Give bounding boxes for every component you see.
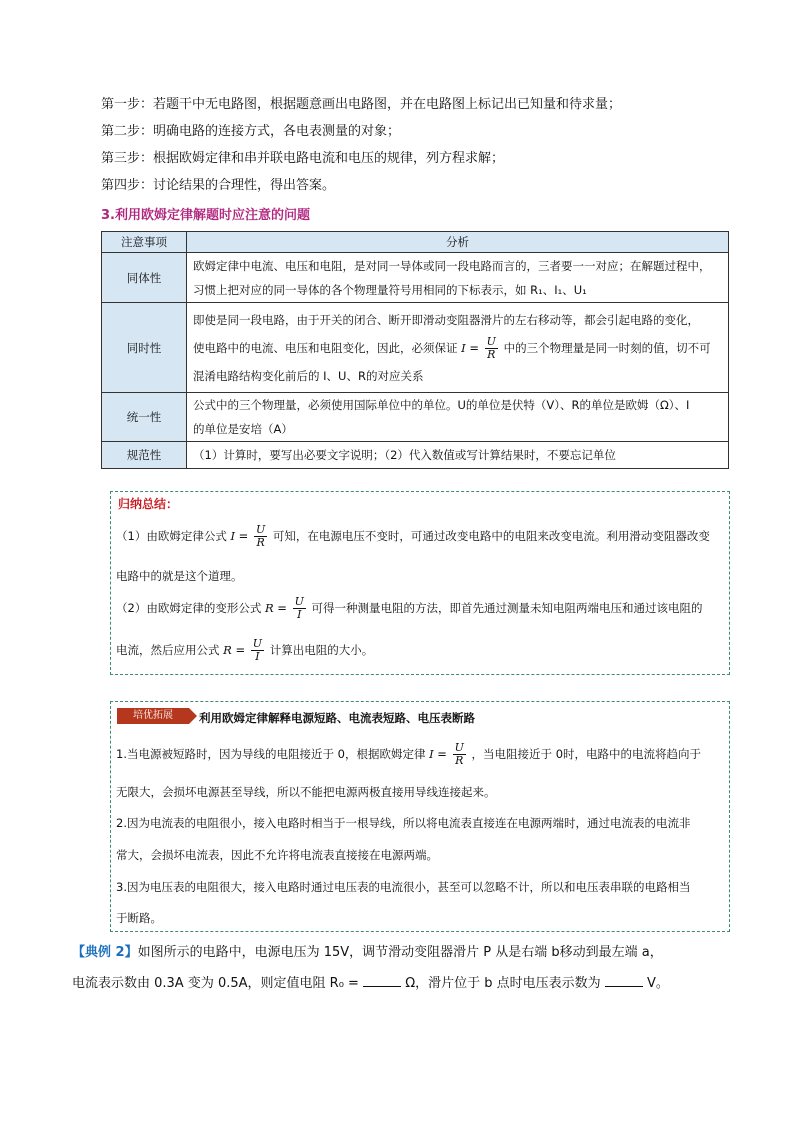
- row-value: [187, 442, 729, 469]
- extension-line: 2.因为电流表的电阻很小，接入电路时相当于一根导线，所以将电流表直接连在电源两端时，通过电流表的电流非: [116, 816, 691, 830]
- extension-line: 常大，会损坏电流表，因此不允许将电流表直接接在电源两端。: [116, 848, 438, 862]
- row-line: （1）计算时，要写出必要文字说明；（2）代入数值或写计算结果时，不要忘记单位: [193, 448, 616, 462]
- summary-text: （2）由欧姆定律的变形公式: [116, 601, 262, 615]
- step-1: 第一步：若题干中无电路图，根据题意画出电路图，并在电路图上标记出已知量和待求量；: [101, 97, 622, 112]
- table-header: 注意事项: [102, 232, 187, 253]
- row-value: [187, 253, 729, 303]
- row-value: [187, 393, 729, 442]
- answer-blank[interactable]: [605, 974, 643, 987]
- summary-line: （1）由欧姆定律公式 I = $\frac{U}{R}$ 可知，在电源电压不变时，可通过改变电路中的电阻来改变电流。利用滑动变阻器改变: [116, 523, 710, 549]
- formula-fraction: $\frac{U}{I}$: [294, 595, 304, 621]
- example-line-2: [72, 972, 669, 991]
- table-header-row: [102, 232, 729, 253]
- extension-line: 于断路。: [116, 911, 162, 925]
- table-row: [102, 442, 729, 469]
- row-line: 公式中的三个物理量，必须使用国际单位中的单位。U的单位是伏特（V）、R的单位是欧姆（Ω）、I: [193, 398, 690, 412]
- formula-symbol: R: [223, 643, 232, 657]
- example-heading: 【典例 2】: [72, 945, 138, 960]
- row-key: 同体性: [102, 253, 187, 303]
- row-line: 使电路中的电流、电压和电阻变化，因此，必须保证 I = $\frac{U}{R}$ 中的三个物理量是同一时刻的值，切不可: [193, 334, 711, 361]
- table-header: 分析: [187, 232, 729, 253]
- summary-title: 归纳总结：: [118, 497, 179, 511]
- extension-title: 利用欧姆定律解释电源短路、电流表短路、电压表断路: [199, 711, 475, 725]
- notes-table: [101, 231, 729, 469]
- extension-text: ，当电阻接近于 0时，电路中的电流将趋向于: [471, 747, 702, 761]
- formula-fraction: $\frac{U}{R}$: [454, 741, 464, 767]
- example-text: Ω，滑片位于 b 点时电压表示数为: [405, 976, 601, 991]
- table-row: [102, 303, 729, 393]
- summary-line: 电路中的就是这个道理。: [116, 569, 243, 583]
- row-text: 使电路中的电流、电压和电阻变化，因此，必须保证: [193, 340, 458, 355]
- summary-text: 可知，在电源电压不变时，可通过改变电路中的电阻来改变电流。利用滑动变阻器改变: [272, 529, 710, 543]
- row-key: 统一性: [102, 393, 187, 442]
- section-title: 3.利用欧姆定律解题时应注意的问题: [101, 208, 310, 223]
- formula-fraction: $\frac{U}{I}$: [252, 637, 263, 663]
- row-line: 习惯上把对应的同一导体的各个物理量符号用相同的下标表示，如 R₁、I₁、U₁: [193, 282, 587, 297]
- extension-line: 无限大，会损坏电源甚至导线，所以不能把电源两极直接用导线连接起来。: [116, 785, 496, 799]
- summary-line: 电流，然后应用公式 R = $\frac{U}{I}$ 计算出电阻的大小。: [116, 637, 374, 663]
- row-line: 即使是同一段电路，由于开关的闭合、断开即滑动变阻器滑片的左右移动等，都会引起电路的变化，: [193, 312, 699, 327]
- summary-line: （2）由欧姆定律的变形公式 R = $\frac{U}{I}$ 可得一种测量电阻的方法，即首先通过测量未知电阻两端电压和通过该电阻的: [116, 595, 703, 621]
- row-key: 同时性: [102, 303, 187, 393]
- table-row: [102, 253, 729, 303]
- row-value: [187, 303, 729, 393]
- example-text: V。: [646, 976, 669, 991]
- example-text: 电流表示数由 0.3A 变为 0.5A，则定值电阻 R₀ =: [72, 976, 359, 991]
- extension-line: 3.因为电压表的电阻很大，接入电路时通过电压表的电流很小，甚至可以忽略不计，所以和电压表串联的电路相当: [116, 880, 691, 894]
- extension-text: 1.当电源被短路时，因为导线的电阻接近于 0，根据欧姆定律: [116, 747, 426, 761]
- formula-symbol: I: [461, 340, 466, 355]
- table-row: [102, 393, 729, 442]
- summary-box: [110, 491, 730, 675]
- step-2: 第二步：明确电路的连接方式，各电表测量的对象；: [101, 124, 401, 139]
- row-text: 中的三个物理量是同一时刻的值，切不可: [503, 340, 711, 355]
- answer-blank[interactable]: [363, 974, 401, 987]
- summary-text: 电流，然后应用公式: [116, 643, 220, 657]
- formula-symbol: I: [230, 529, 236, 543]
- step-4: 第四步：讨论结果的合理性，得出答案。: [101, 178, 336, 193]
- summary-text: 计算出电阻的大小。: [269, 643, 374, 657]
- extension-line: 1.当电源被短路时，因为导线的电阻接近于 0，根据欧姆定律 I = $\frac{U}{R}$ ，当电阻接近于 0时，电路中的电流将趋向于: [116, 741, 702, 767]
- summary-text: 可得一种测量电阻的方法，即首先通过测量未知电阻两端电压和通过该电阻的: [311, 601, 703, 615]
- row-line: 混淆电路结构变化前后的 I、U、R的对应关系: [193, 368, 424, 383]
- formula-symbol: R: [264, 601, 274, 615]
- row-line: 的单位是安培（A）: [193, 422, 293, 436]
- extension-tag: 培优拓展: [117, 708, 189, 724]
- formula-fraction: $\frac{U}{R}$: [255, 523, 266, 549]
- row-line: 欧姆定律中电流、电压和电阻，是对同一导体或同一段电路而言的，三者要一一对应；在解题过程中，: [193, 258, 711, 273]
- summary-text: （1）由欧姆定律公式: [116, 529, 227, 543]
- step-3: 第三步：根据欧姆定律和串并联电路电流和电压的规律，列方程求解；: [101, 151, 505, 166]
- extension-box: [110, 701, 730, 932]
- example-text: 如图所示的电路中，电源电压为 15V，调节滑动变阻器滑片 P 从是右端 b移动到最左端 a，: [137, 945, 663, 960]
- formula-fraction: $\frac{U}{R}$: [486, 334, 496, 361]
- example-line-1: [72, 941, 663, 960]
- row-key: 规范性: [102, 442, 187, 469]
- formula-symbol: I: [429, 747, 434, 761]
